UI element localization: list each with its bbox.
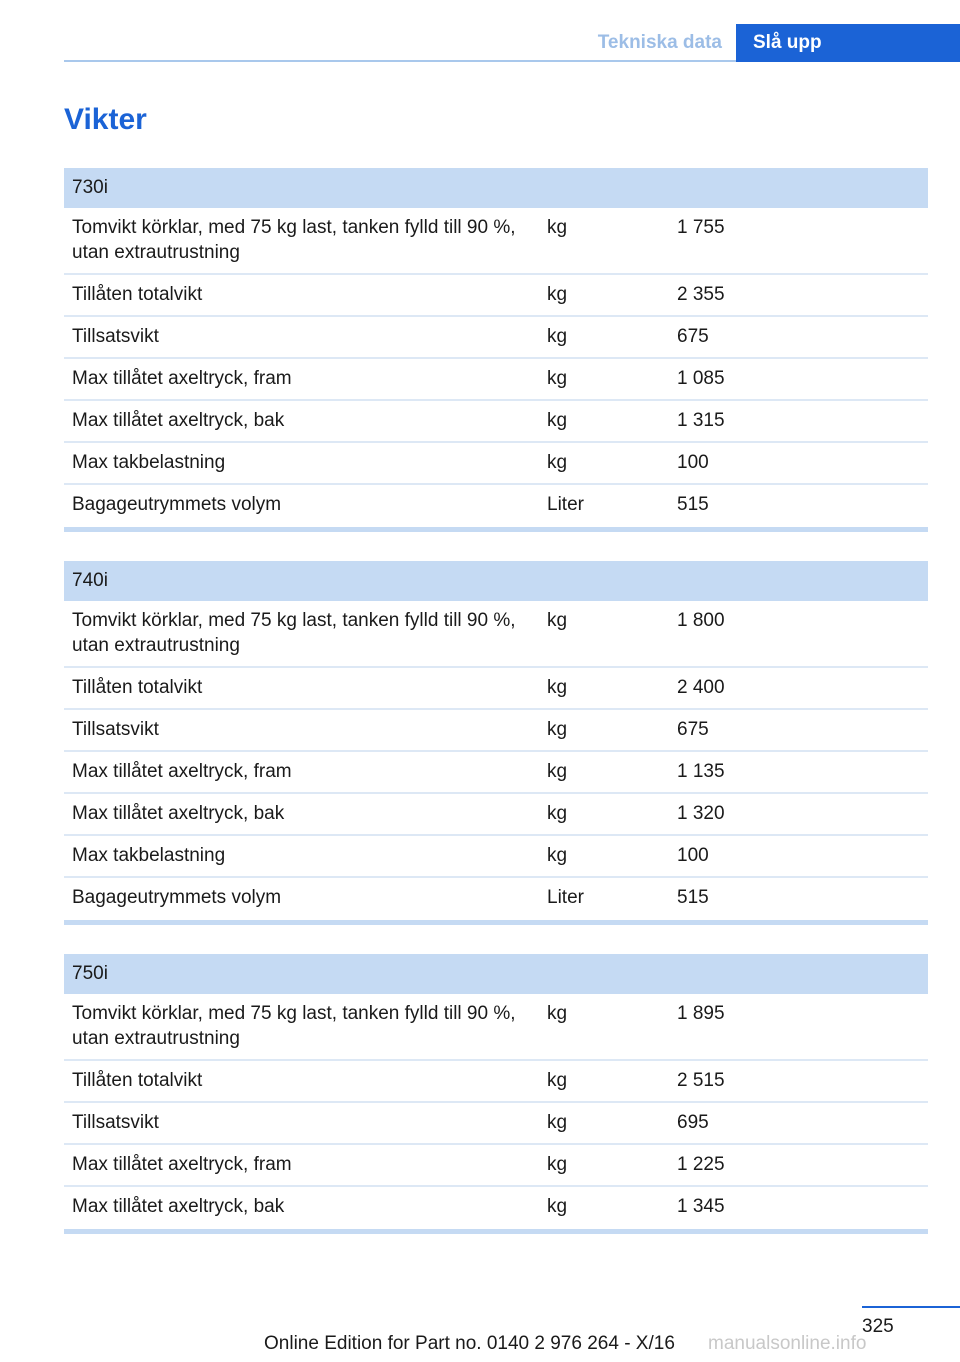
- cell-label: Tomvikt körklar, med 75 kg last, tanken fylld till 90 %, utan extrautrustning: [64, 994, 539, 1060]
- table-row: [64, 208, 928, 274]
- model-heading: 730i: [64, 168, 928, 208]
- edition-note: Online Edition for Part no. 0140 2 976 264 - X/16: [264, 1333, 675, 1354]
- cell-value: 1 895: [669, 994, 928, 1060]
- cell-label: Max tillåtet axeltryck, fram: [64, 358, 539, 400]
- cell-unit: Liter: [539, 877, 669, 923]
- cell-value: 515: [669, 484, 928, 530]
- table-row: [64, 1060, 928, 1102]
- table-row: [64, 667, 928, 709]
- table-row: [64, 1102, 928, 1144]
- table-row: [64, 709, 928, 751]
- cell-value: 1 755: [669, 208, 928, 274]
- cell-value: 1 320: [669, 793, 928, 835]
- cell-value: 2 400: [669, 667, 928, 709]
- cell-value: 1 085: [669, 358, 928, 400]
- cell-label: Max tillåtet axeltryck, bak: [64, 400, 539, 442]
- cell-value: 1 135: [669, 751, 928, 793]
- tab-tekniska-data[interactable]: Tekniska data: [597, 32, 722, 53]
- table-row: [64, 484, 928, 530]
- table-row: [64, 316, 928, 358]
- cell-unit: kg: [539, 1102, 669, 1144]
- page-number: 325: [862, 1316, 894, 1337]
- cell-label: Tomvikt körklar, med 75 kg last, tanken fylld till 90 %, utan extrautrustning: [64, 601, 539, 667]
- cell-label: Max tillåtet axeltryck, bak: [64, 793, 539, 835]
- cell-unit: kg: [539, 274, 669, 316]
- spec-table-740i: [64, 561, 928, 925]
- table-row: [64, 358, 928, 400]
- cell-value: 2 515: [669, 1060, 928, 1102]
- cell-unit: kg: [539, 793, 669, 835]
- cell-label: Max takbelastning: [64, 835, 539, 877]
- cell-unit: kg: [539, 316, 669, 358]
- cell-unit: kg: [539, 709, 669, 751]
- table-row: [64, 601, 928, 667]
- cell-label: Bagageutrymmets volym: [64, 877, 539, 923]
- cell-value: 1 345: [669, 1186, 928, 1232]
- cell-label: Tillåten totalvikt: [64, 1060, 539, 1102]
- table-header-row: [64, 168, 928, 208]
- cell-label: Tillsatsvikt: [64, 709, 539, 751]
- cell-unit: Liter: [539, 484, 669, 530]
- model-heading: 740i: [64, 561, 928, 601]
- cell-label: Tillsatsvikt: [64, 1102, 539, 1144]
- cell-value: 675: [669, 709, 928, 751]
- cell-value: 1 800: [669, 601, 928, 667]
- page-title: Vikter: [64, 103, 147, 136]
- table-row: [64, 1186, 928, 1232]
- cell-unit: kg: [539, 358, 669, 400]
- table-header-row: [64, 954, 928, 994]
- cell-unit: kg: [539, 400, 669, 442]
- cell-unit: kg: [539, 667, 669, 709]
- cell-label: Max tillåtet axeltryck, fram: [64, 751, 539, 793]
- weight-tables: [64, 168, 928, 1263]
- tab-sla-upp[interactable]: Slå upp: [736, 24, 960, 62]
- spec-table-730i: [64, 168, 928, 532]
- cell-label: Tomvikt körklar, med 75 kg last, tanken fylld till 90 %, utan extrautrustning: [64, 208, 539, 274]
- cell-value: 695: [669, 1102, 928, 1144]
- cell-unit: kg: [539, 1144, 669, 1186]
- table-row: [64, 1144, 928, 1186]
- table-header-row: [64, 561, 928, 601]
- cell-value: 1 225: [669, 1144, 928, 1186]
- cell-value: 1 315: [669, 400, 928, 442]
- cell-unit: kg: [539, 994, 669, 1060]
- cell-value: 515: [669, 877, 928, 923]
- cell-unit: kg: [539, 751, 669, 793]
- cell-label: Tillsatsvikt: [64, 316, 539, 358]
- cell-value: 100: [669, 442, 928, 484]
- cell-label: Tillåten totalvikt: [64, 274, 539, 316]
- cell-label: Max tillåtet axeltryck, fram: [64, 1144, 539, 1186]
- cell-label: Max tillåtet axeltryck, bak: [64, 1186, 539, 1232]
- table-row: [64, 400, 928, 442]
- cell-label: Max takbelastning: [64, 442, 539, 484]
- cell-unit: kg: [539, 442, 669, 484]
- cell-value: 100: [669, 835, 928, 877]
- cell-unit: kg: [539, 1060, 669, 1102]
- table-row: [64, 751, 928, 793]
- cell-unit: kg: [539, 835, 669, 877]
- cell-unit: kg: [539, 208, 669, 274]
- table-row: [64, 274, 928, 316]
- table-row: [64, 835, 928, 877]
- cell-value: 675: [669, 316, 928, 358]
- footer-rule: [862, 1306, 960, 1308]
- cell-value: 2 355: [669, 274, 928, 316]
- cell-label: Tillåten totalvikt: [64, 667, 539, 709]
- cell-unit: kg: [539, 1186, 669, 1232]
- table-row: [64, 994, 928, 1060]
- table-row: [64, 442, 928, 484]
- watermark: manualsonline.info: [708, 1333, 867, 1354]
- spec-table-750i: [64, 954, 928, 1234]
- table-row: [64, 793, 928, 835]
- table-row: [64, 877, 928, 923]
- model-heading: 750i: [64, 954, 928, 994]
- cell-label: Bagageutrymmets volym: [64, 484, 539, 530]
- cell-unit: kg: [539, 601, 669, 667]
